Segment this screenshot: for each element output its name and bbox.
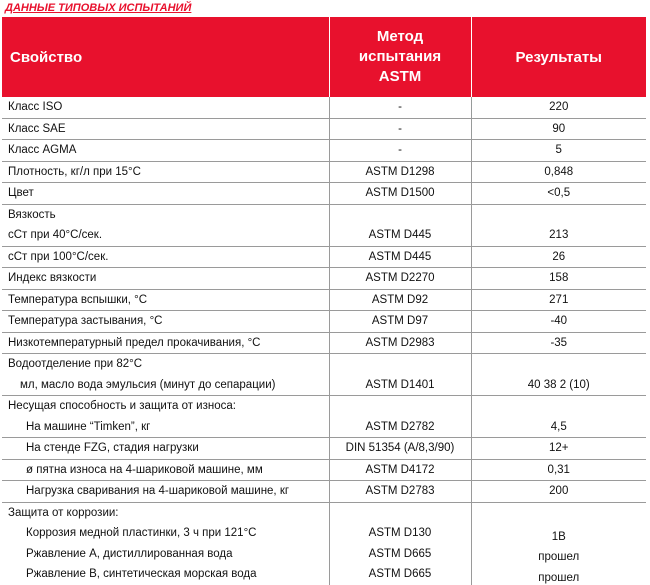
property-cell: Класс AGMA bbox=[2, 140, 329, 162]
method-cell: ASTM D665 bbox=[329, 564, 471, 585]
method-cell: ASTM D130 bbox=[329, 523, 471, 544]
property-cell: Температура застывания, °С bbox=[2, 311, 329, 333]
result-cell: 220 bbox=[471, 97, 646, 118]
result-cell: 200 bbox=[471, 481, 646, 503]
result-cell: 158 bbox=[471, 268, 646, 290]
method-cell: ASTM D665 bbox=[329, 544, 471, 565]
group-header-row bbox=[2, 204, 646, 225]
group-header-row bbox=[2, 396, 646, 417]
method-cell: - bbox=[329, 118, 471, 140]
result-cell: 5 bbox=[471, 140, 646, 162]
table-row bbox=[2, 544, 646, 565]
table-row bbox=[2, 97, 646, 118]
table-row bbox=[2, 438, 646, 460]
group-header-row bbox=[2, 502, 646, 523]
method-cell bbox=[329, 396, 471, 417]
method-cell bbox=[329, 204, 471, 225]
result-cell: -40 bbox=[471, 311, 646, 333]
table-row bbox=[2, 246, 646, 268]
table-row bbox=[2, 332, 646, 354]
property-cell: На машине “Timken”, кг bbox=[2, 417, 329, 438]
table-row bbox=[2, 564, 646, 585]
method-cell: ASTM D2783 bbox=[329, 481, 471, 503]
property-cell: Ржавление В, синтетическая морская вода bbox=[2, 564, 329, 585]
result-cell: 40 38 2 (10) bbox=[471, 375, 646, 396]
result-cell: 1B bbox=[551, 530, 566, 543]
table-row bbox=[2, 183, 646, 205]
property-cell: Класс SAE bbox=[2, 118, 329, 140]
table-row bbox=[2, 417, 646, 438]
property-cell: Температура вспышки, °С bbox=[2, 289, 329, 311]
result-cell: прошел bbox=[538, 551, 580, 563]
method-cell bbox=[329, 354, 471, 375]
property-cell: Класс ISO bbox=[2, 97, 329, 118]
column-header-results: Результаты bbox=[471, 17, 646, 97]
table-header-row bbox=[2, 17, 646, 97]
result-cell: 0,31 bbox=[471, 459, 646, 481]
result-cell: 0,848 bbox=[471, 161, 646, 183]
method-cell: ASTM D4172 bbox=[329, 459, 471, 481]
method-header-line1: Метод bbox=[376, 28, 424, 45]
property-cell: Низкотемпературный предел прокачивания, °С bbox=[2, 332, 329, 354]
group-label: Защита от коррозии: bbox=[2, 502, 329, 523]
result-cell bbox=[471, 354, 646, 375]
property-cell: сСт при 100°С/сек. bbox=[2, 246, 329, 268]
table-row bbox=[2, 375, 646, 396]
method-cell: ASTM D2782 bbox=[329, 417, 471, 438]
table-row bbox=[2, 140, 646, 162]
result-cell: 26 bbox=[471, 246, 646, 268]
table-row bbox=[2, 118, 646, 140]
method-cell: ASTM D1500 bbox=[329, 183, 471, 205]
method-cell: ASTM D2270 bbox=[329, 268, 471, 290]
result-cell bbox=[471, 396, 646, 417]
property-cell: мл, масло вода эмульсия (минут до сепарации) bbox=[2, 375, 329, 396]
method-cell: ASTM D445 bbox=[329, 225, 471, 246]
table-row bbox=[2, 268, 646, 290]
test-data-table bbox=[2, 17, 646, 585]
property-cell: На стенде FZG, стадия нагрузки bbox=[2, 438, 329, 460]
property-cell: сСт при 40°С/сек. bbox=[2, 225, 329, 246]
property-cell: Индекс вязкости bbox=[2, 268, 329, 290]
table-row bbox=[2, 225, 646, 246]
method-cell: ASTM D1298 bbox=[329, 161, 471, 183]
property-cell: ø пятна износа на 4-шариковой машине, мм bbox=[2, 459, 329, 481]
page-title: ДАННЫЕ ТИПОВЫХ ИСПЫТАНИЙ bbox=[5, 2, 192, 14]
result-cell: -35 bbox=[471, 332, 646, 354]
table-row bbox=[2, 289, 646, 311]
table-row bbox=[2, 161, 646, 183]
method-cell: ASTM D2983 bbox=[329, 332, 471, 354]
group-label: Водоотделение при 82°С bbox=[2, 354, 329, 375]
method-cell: ASTM D97 bbox=[329, 311, 471, 333]
method-cell: DIN 51354 (A/8,3/90) bbox=[329, 438, 471, 460]
property-cell: Цвет bbox=[2, 183, 329, 205]
method-cell: ASTM D92 bbox=[329, 289, 471, 311]
table-row bbox=[2, 459, 646, 481]
table-row bbox=[2, 481, 646, 503]
table-row bbox=[2, 311, 646, 333]
group-header-row bbox=[2, 354, 646, 375]
method-cell: ASTM D445 bbox=[329, 246, 471, 268]
method-cell: - bbox=[329, 140, 471, 162]
group-label: Несущая способность и защита от износа: bbox=[2, 396, 329, 417]
method-header-line2: испытания bbox=[358, 48, 442, 65]
group-label: Вязкость bbox=[2, 204, 329, 225]
table-row bbox=[2, 523, 646, 544]
result-cell: <0,5 bbox=[471, 183, 646, 205]
property-cell: Ржавление А, дистиллированная вода bbox=[2, 544, 329, 565]
result-cell bbox=[471, 502, 646, 523]
result-cell: 90 bbox=[471, 118, 646, 140]
column-header-property: Свойство bbox=[2, 17, 329, 97]
method-cell: ASTM D1401 bbox=[329, 375, 471, 396]
property-cell: Коррозия медной пластинки, 3 ч при 121°С bbox=[2, 523, 329, 544]
method-cell: - bbox=[329, 97, 471, 118]
property-cell: Нагрузка сваривания на 4-шариковой машине, кг bbox=[2, 481, 329, 503]
result-cell: 271 bbox=[471, 289, 646, 311]
result-cell: 12+ bbox=[471, 438, 646, 460]
method-header-line3: ASTM bbox=[378, 68, 422, 85]
method-cell bbox=[329, 502, 471, 523]
column-header-method bbox=[329, 17, 471, 97]
result-cell: 213 bbox=[471, 225, 646, 246]
property-cell: Плотность, кг/л при 15°C bbox=[2, 161, 329, 183]
result-cell: 4,5 bbox=[471, 417, 646, 438]
result-cell bbox=[471, 204, 646, 225]
result-cell: прошел bbox=[538, 571, 580, 584]
